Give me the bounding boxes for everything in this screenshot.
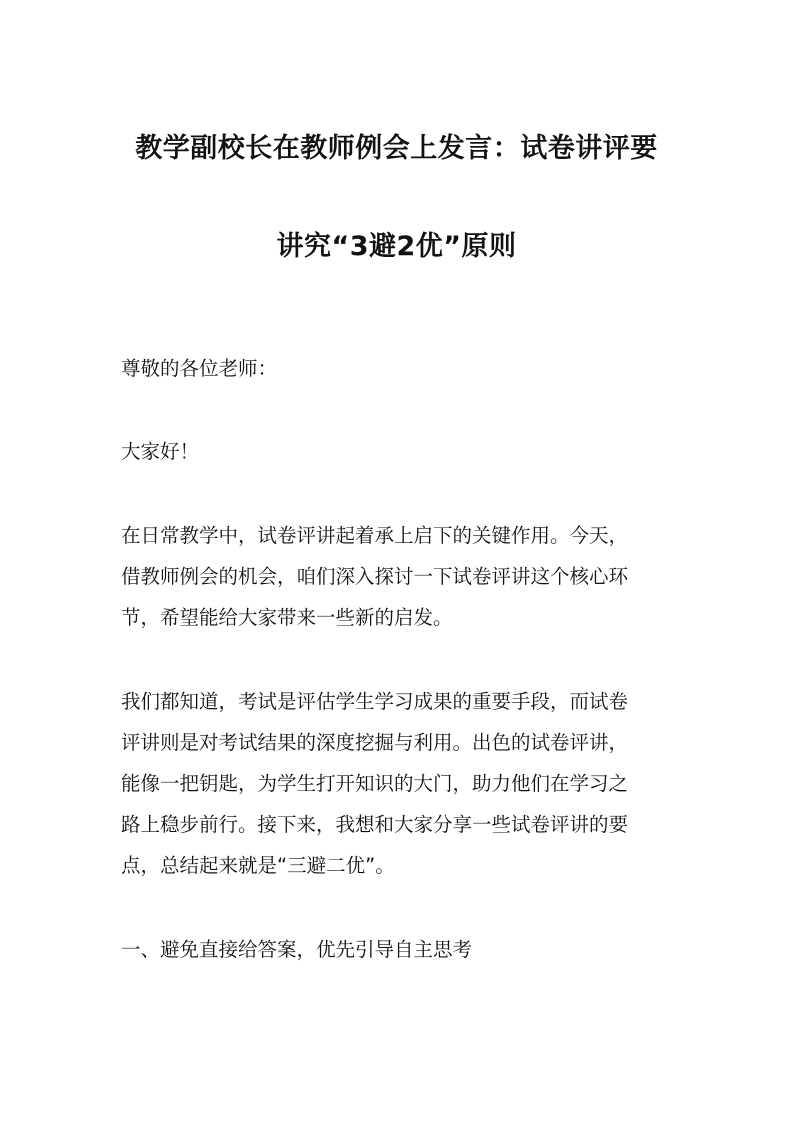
document-title-line-1: 教学副校长在教师例会上发言：试卷讲评要 — [135, 133, 658, 164]
paragraph-body — [121, 681, 674, 886]
section-heading-1 — [121, 929, 674, 970]
paragraph-intro — [121, 515, 674, 638]
greeting-text: 大家好！ — [121, 440, 200, 463]
salutation-text: 尊敬的各位老师： — [121, 357, 278, 380]
section-heading-text: 一、避免直接给答案，优先引导自主思考 — [121, 938, 473, 961]
paragraph-line: 借教师例会的机会，咱们深入探讨一下试卷评讲这个核心环 — [121, 565, 629, 588]
paragraph-line: 我们都知道，考试是评估学生学习成果的重要手段，而试卷 — [121, 690, 629, 713]
paragraph-line: 点，总结起来就是“三避二优”。 — [121, 854, 395, 877]
paragraph-line: 路上稳步前行。接下来，我想和大家分享一些试卷评讲的要 — [121, 813, 629, 836]
greeting — [121, 431, 674, 472]
document-title-line-2: 讲究“3避2优”原则 — [276, 231, 517, 262]
paragraph-line: 能像一把钥匙，为学生打开知识的大门，助力他们在学习之 — [121, 772, 629, 795]
paragraph-line: 在日常教学中，试卷评讲起着承上启下的关键作用。今天， — [121, 524, 629, 547]
paragraph-line: 评讲则是对考试结果的深度挖掘与利用。出色的试卷评讲， — [121, 731, 629, 754]
paragraph-line: 节，希望能给大家带来一些新的启发。 — [121, 606, 453, 629]
salutation — [121, 348, 674, 389]
